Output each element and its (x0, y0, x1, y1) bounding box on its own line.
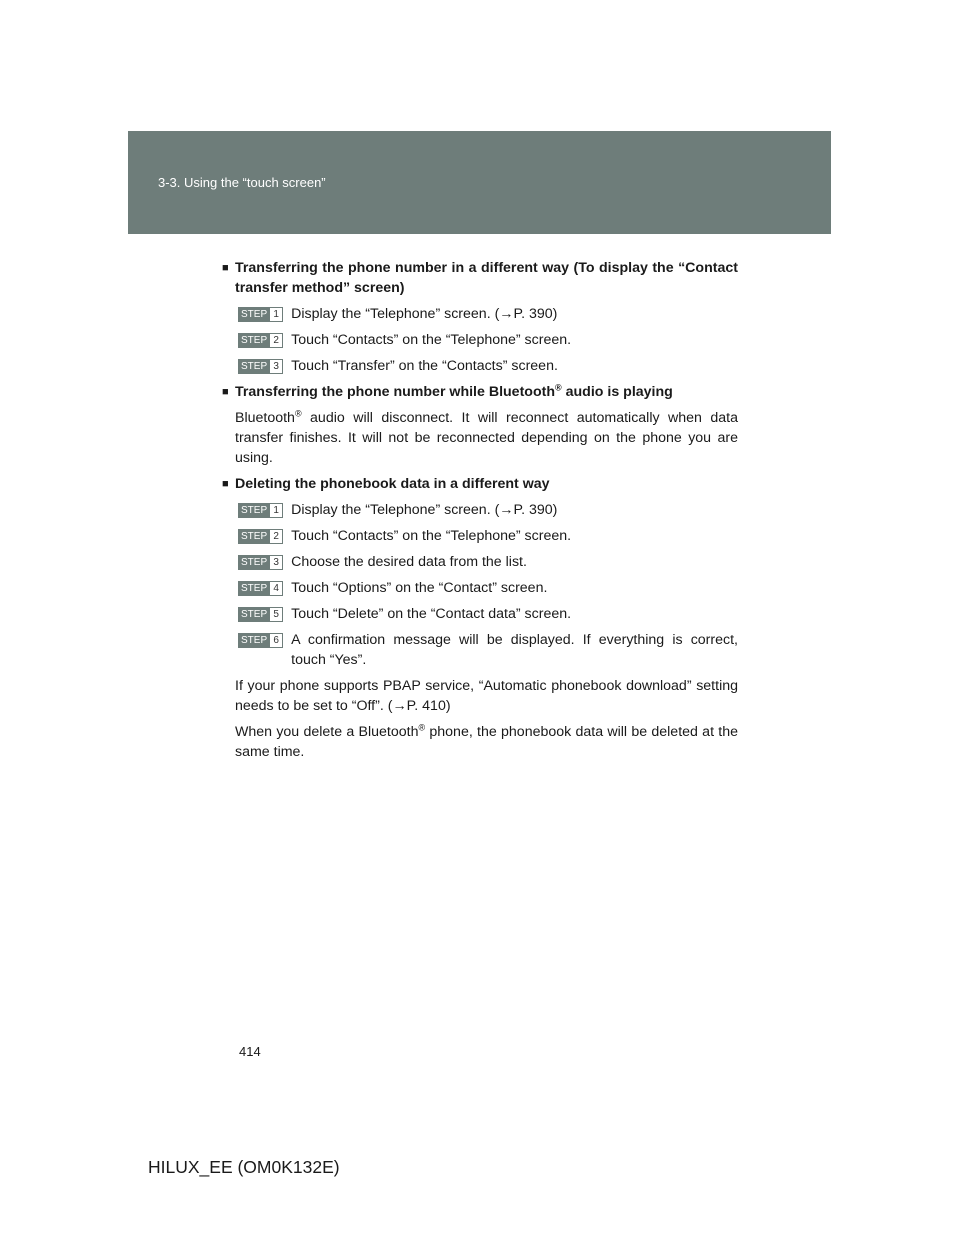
page-content (222, 258, 738, 768)
bullet-square-icon: ■ (222, 386, 229, 398)
step-badge: STEP 2 (238, 333, 283, 348)
step-badge: STEP 5 (238, 607, 283, 622)
paragraph: If your phone supports PBAP service, “Automatic phonebook download” setting needs to be set to “Off”. (→P. 410) (235, 678, 738, 714)
step-item (238, 500, 738, 520)
step-badge: STEP 2 (238, 529, 283, 544)
step-badge: STEP 6 (238, 633, 283, 648)
bullet-square-icon: ■ (222, 262, 229, 274)
section-header-bar (128, 131, 831, 234)
step-text: Touch “Options” on the “Contact” screen. (291, 580, 548, 596)
step-item (238, 526, 738, 546)
step-item (238, 578, 738, 598)
section-title: 3-3. Using the “touch screen” (158, 175, 326, 190)
step-text: Display the “Telephone” screen. (→P. 390) (291, 306, 558, 322)
bullet-square-icon: ■ (222, 478, 229, 490)
step-text: Display the “Telephone” screen. (→P. 390) (291, 502, 558, 518)
step-item (238, 304, 738, 324)
step-badge: STEP 3 (238, 359, 283, 374)
paragraph: Bluetooth® audio will disconnect. It will reconnect automatically when data transfer finishes. It will not be reconnected depending on the phone you are using. (235, 408, 738, 466)
step-item (238, 604, 738, 624)
page-number: 414 (239, 1044, 261, 1059)
step-text: Choose the desired data from the list. (291, 554, 527, 570)
section-heading: ■ Transferring the phone number in a different way (To display the “Contact transfer method” screen) (222, 260, 738, 296)
step-text: Touch “Delete” on the “Contact data” screen. (291, 606, 572, 622)
step-item (238, 356, 738, 376)
section-heading: ■ Transferring the phone number while Bluetooth® audio is playing (222, 382, 673, 400)
step-badge: STEP 1 (238, 307, 283, 322)
section-heading: ■ Deleting the phonebook data in a different way (222, 476, 550, 492)
document-code: HILUX_EE (OM0K132E) (148, 1157, 340, 1177)
step-text: Touch “Transfer” on the “Contacts” screen. (291, 358, 558, 374)
step-badge: STEP 3 (238, 555, 283, 570)
step-item (238, 552, 738, 572)
step-text: A confirmation message will be displayed. If everything is correct, touch “Yes”. (291, 632, 738, 668)
step-item (238, 330, 738, 350)
step-badge: STEP 1 (238, 503, 283, 518)
step-badge: STEP 4 (238, 581, 283, 596)
step-text: Touch “Contacts” on the “Telephone” screen. (291, 332, 572, 348)
step-item (238, 630, 738, 670)
paragraph: When you delete a Bluetooth® phone, the phonebook data will be deleted at the same time. (235, 722, 738, 760)
step-text: Touch “Contacts” on the “Telephone” screen. (291, 528, 572, 544)
